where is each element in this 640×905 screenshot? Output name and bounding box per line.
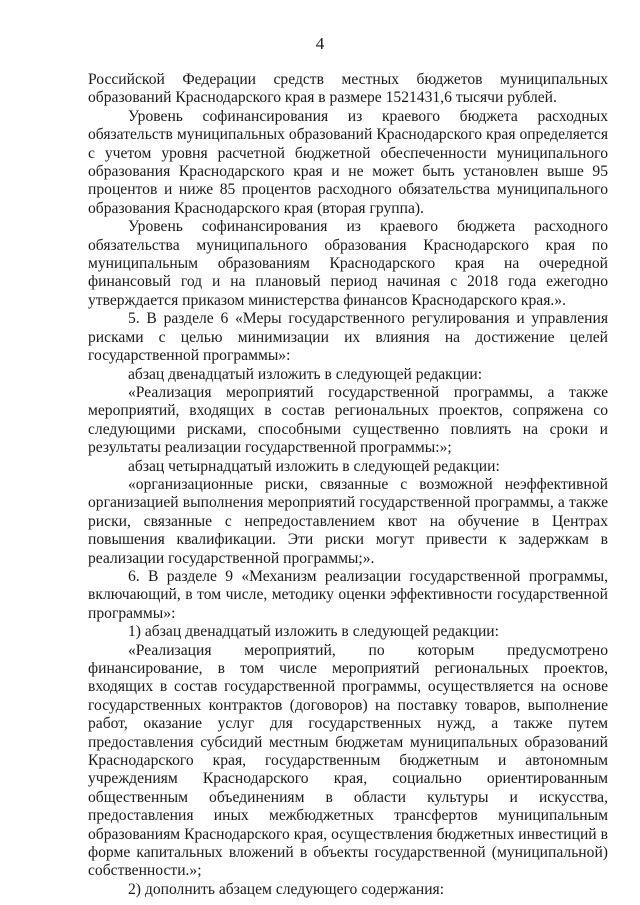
paragraph: 5. В разделе 6 «Меры государственного регулирования и управления рисками с целью минимизации их влияния на достижение целей государственной программы»: [88,310,608,365]
paragraph: Уровень софинансирования из краевого бюджета расходного обязательства муниципального образования Краснодарского края по муниципальным образованиям Краснодарского края на очередной финансовый год и на плановый период начиная с 2018 года ежегодно утверждается приказом министерства финансов Краснодарского края.». [88,218,608,309]
paragraph: «Реализация мероприятий, по которым предусмотрено финансирование, в том числе мероприятий региональных проектов, входящих в состав государственной программы, осуществляется на основе государственных контрактов (договоров) на поставку товаров, выполнение работ, оказание услуг для государственных нужд, а также путем предоставления субсидий местным бюджетам муниципальных образований Краснодарского края, государственным бюджетным и автономным учреждениям Краснодарского края, социально ориентированным общественным объединениям в области культуры и искусства, предоставления иных межбюджетных трансфертов муниципальным образованиям Краснодарского края, осуществления бюджетных инвестиций в форме капитальных вложений в объекты государственной (муниципальной) собственности.»; [88,641,608,880]
paragraph: 6. В разделе 9 «Механизм реализации государственной программы, включающий, в том числе, методику оценки эффективности государственной программы»: [88,567,608,622]
paragraph: абзац двенадцатый изложить в следующей редакции: [128,365,483,383]
paragraph: абзац четырнадцатый изложить в следующей редакции: [128,457,500,475]
document-body [88,71,608,899]
paragraph: «организационные риски, связанные с возможной неэффективной организацией выполнения мероприятий государственной программы, а также риски, связанные с непредоставлением квот на обучение в Центрах повышения квалификации. Эти риски могут привести к задержкам в реализации государственной программы;». [88,475,608,567]
paragraph: 2) дополнить абзацем следующего содержания: [128,880,445,898]
paragraph: Уровень софинансирования из краевого бюджета расходных обязательств муниципальных образований Краснодарского края определяется с учетом уровня расчетной бюджетной обеспеченности муниципального образования Краснодарского края и не может быть установлен выше 95 процентов и ниже 85 процентов расходного обязательства муниципального образования Краснодарского края (вторая группа). [88,107,608,217]
page-number: 4 [315,34,325,53]
paragraph: «Реализация мероприятий государственной программы, а также мероприятий, входящих в состав региональных проектов, сопряжена со следующими рисками, способными существенно повлиять на сроки и результаты реализации государственной программы:»; [88,383,608,457]
paragraph: Российской Федерации средств местных бюджетов муниципальных образований Краснодарского края в размере 1521431,6 тысячи рублей. [88,71,608,107]
paragraph: 1) абзац двенадцатый изложить в следующей редакции: [128,623,499,641]
